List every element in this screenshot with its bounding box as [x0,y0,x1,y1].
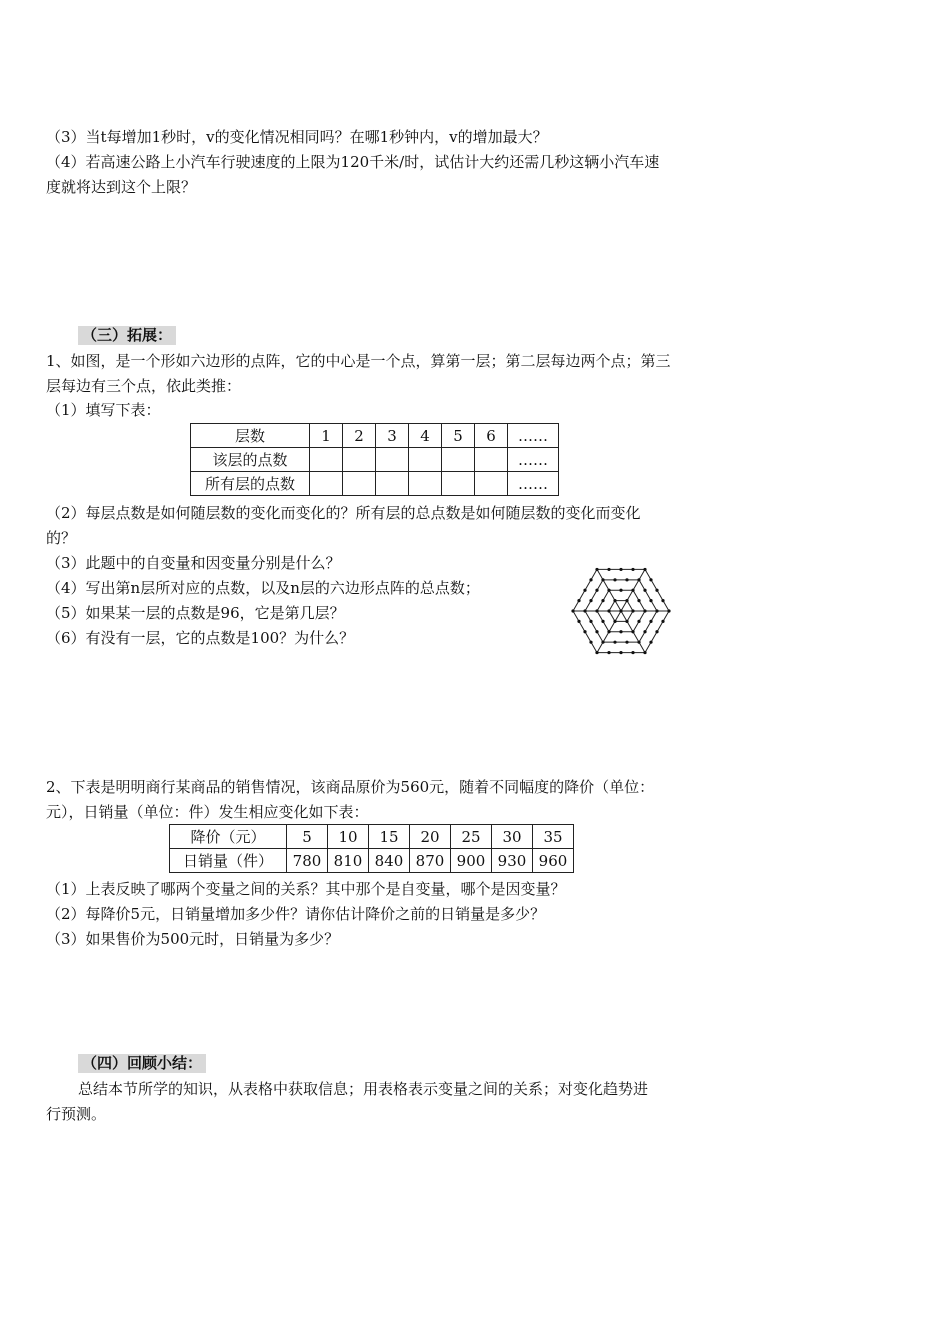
lattice-dot [643,609,646,612]
table-cell: 780 [287,849,328,873]
hexagon-dot-lattice-icon [558,555,686,667]
lattice-dot [619,651,622,654]
lattice-dot [643,568,646,571]
table-cell [310,472,343,496]
lattice-dot [661,620,664,623]
lattice-dot [631,589,634,592]
lattice-dot [649,641,652,644]
table-cell: …… [508,448,559,472]
problem-2-q2: （2）每降价5元，日销量增加多少件？请你估计降价之前的日销量是多少？ [46,905,546,923]
table-cell: 930 [492,849,533,873]
lattice-dot [625,599,628,602]
question-3: （3）当t每增加1秒时，v的变化情况相同吗？在哪1秒钟内，v的增加最大？ [46,128,548,146]
table-row [170,849,574,873]
lattice-dot [601,620,604,623]
table-cell: 5 [287,825,328,849]
question-4-line1: （4）若高速公路上小汽车行驶速度的上限为120千米/时，试估计大约还需几秒这辆小汽车速 [46,153,660,171]
lattice-dot [643,589,646,592]
table-cell: 2 [343,424,376,448]
lattice-dot [643,651,646,654]
lattice-dot [583,609,586,612]
table-cell [475,472,508,496]
table-row [191,424,559,448]
table-cell: 25 [451,825,492,849]
lattice-dot [649,599,652,602]
table-cell: 960 [533,849,574,873]
lattice-dot [655,609,658,612]
lattice-dot [613,578,616,581]
table-cell: …… [508,472,559,496]
lattice-dot [583,630,586,633]
table-cell [343,472,376,496]
table-cell: 5 [442,424,475,448]
lattice-dot [577,599,580,602]
lattice-dot [607,568,610,571]
lattice-dot [643,630,646,633]
table-cell: 1 [310,424,343,448]
problem-1-line1: 1、如图，是一个形如六边形的点阵，它的中心是一个点，算第一层；第二层每边两个点；第三 [46,352,671,370]
layer-table [190,423,559,496]
lattice-dot [601,641,604,644]
lattice-dot [637,641,640,644]
lattice-dot [655,630,658,633]
review-line1: 总结本节所学的知识，从表格中获取信息；用表格表示变量之间的关系；对变化趋势进 [78,1080,649,1098]
lattice-dot [595,651,598,654]
table-cell [343,448,376,472]
table-cell: 日销量（件） [170,849,287,873]
question-4-line2: 度就将达到这个上限？ [46,178,197,196]
lattice-dot [595,630,598,633]
lattice-dot [601,599,604,602]
table-cell [442,472,475,496]
problem-1-q2-line2: 的？ [46,529,77,547]
problem-2-q3: （3）如果售价为500元时，日销量为多少？ [46,930,340,948]
problem-2-line1: 2、下表是明明商行某商品的销售情况，该商品原价为560元，随着不同幅度的降价（单位： [46,778,655,796]
lattice-dot [625,578,628,581]
lattice-dot [607,630,610,633]
lattice-dot [631,630,634,633]
review-line2: 行预测。 [46,1105,107,1123]
table-row [191,448,559,472]
lattice-dot [613,641,616,644]
table-row [170,825,574,849]
lattice-dot [595,589,598,592]
table-cell: 35 [533,825,574,849]
lattice-dot [631,651,634,654]
table-cell: 层数 [191,424,310,448]
lattice-dot [571,609,574,612]
table-cell [310,448,343,472]
table-cell: 10 [328,825,369,849]
table-cell: 870 [410,849,451,873]
lattice-dot [649,620,652,623]
lattice-dot [589,599,592,602]
lattice-dot [613,620,616,623]
table-cell: 3 [376,424,409,448]
table-cell [376,472,409,496]
table-cell: 15 [369,825,410,849]
table-cell: 6 [475,424,508,448]
problem-2-q1: （1）上表反映了哪两个变量之间的关系？其中那个是自变量，哪个是因变量？ [46,880,566,898]
lattice-dot [589,641,592,644]
lattice-dot [589,620,592,623]
table-cell [376,448,409,472]
lattice-dot [607,609,610,612]
table-cell: …… [508,424,559,448]
lattice-dot [637,599,640,602]
problem-1-line2: 层每边有三个点，依此类推： [46,377,242,395]
table-cell [442,448,475,472]
lattice-center-dot [619,609,622,612]
problem-1-q6: （6）有没有一层，它的点数是100？为什么？ [46,629,355,647]
lattice-dot [667,609,670,612]
table-cell: 30 [492,825,533,849]
problem-1-q2-line1: （2）每层点数是如何随层数的变化而变化的？所有层的总点数是如何随层数的变化而变化 [46,504,641,522]
section-heading-expansion: （三）拓展： [78,326,176,345]
lattice-dot [607,651,610,654]
problem-1-q3: （3）此题中的自变量和因变量分别是什么？ [46,554,341,572]
table-cell: 840 [369,849,410,873]
lattice-dot [625,641,628,644]
lattice-dot [637,578,640,581]
problem-1-q5: （5）如果某一层的点数是96，它是第几层？ [46,604,345,622]
lattice-dot [631,568,634,571]
lattice-dot [637,620,640,623]
problem-1-q1: （1）填写下表： [46,401,161,419]
table-row [191,472,559,496]
table-cell: 所有层的点数 [191,472,310,496]
table-cell [409,448,442,472]
lattice-dot [589,578,592,581]
problem-1-q4: （4）写出第n层所对应的点数，以及n层的六边形点阵的总点数； [46,579,480,597]
table-cell [475,448,508,472]
lattice-dot [631,609,634,612]
table-cell [409,472,442,496]
sales-table [169,824,574,873]
lattice-dot [619,589,622,592]
table-cell: 该层的点数 [191,448,310,472]
table-cell: 4 [409,424,442,448]
lattice-dot [583,589,586,592]
lattice-dot [601,578,604,581]
table-cell: 20 [410,825,451,849]
table-cell: 降价（元） [170,825,287,849]
section-heading-review: （四）回顾小结： [78,1054,206,1073]
table-cell: 810 [328,849,369,873]
lattice-dot [607,589,610,592]
lattice-dot [619,568,622,571]
lattice-dot [625,620,628,623]
lattice-dot [619,630,622,633]
table-cell: 900 [451,849,492,873]
lattice-dot [613,599,616,602]
problem-2-line2: 元），日销量（单位：件）发生相应变化如下表： [46,803,369,821]
lattice-dot [661,599,664,602]
lattice-dot [655,589,658,592]
lattice-dot [595,609,598,612]
lattice-dot [595,568,598,571]
lattice-dot [649,578,652,581]
lattice-dot [577,620,580,623]
